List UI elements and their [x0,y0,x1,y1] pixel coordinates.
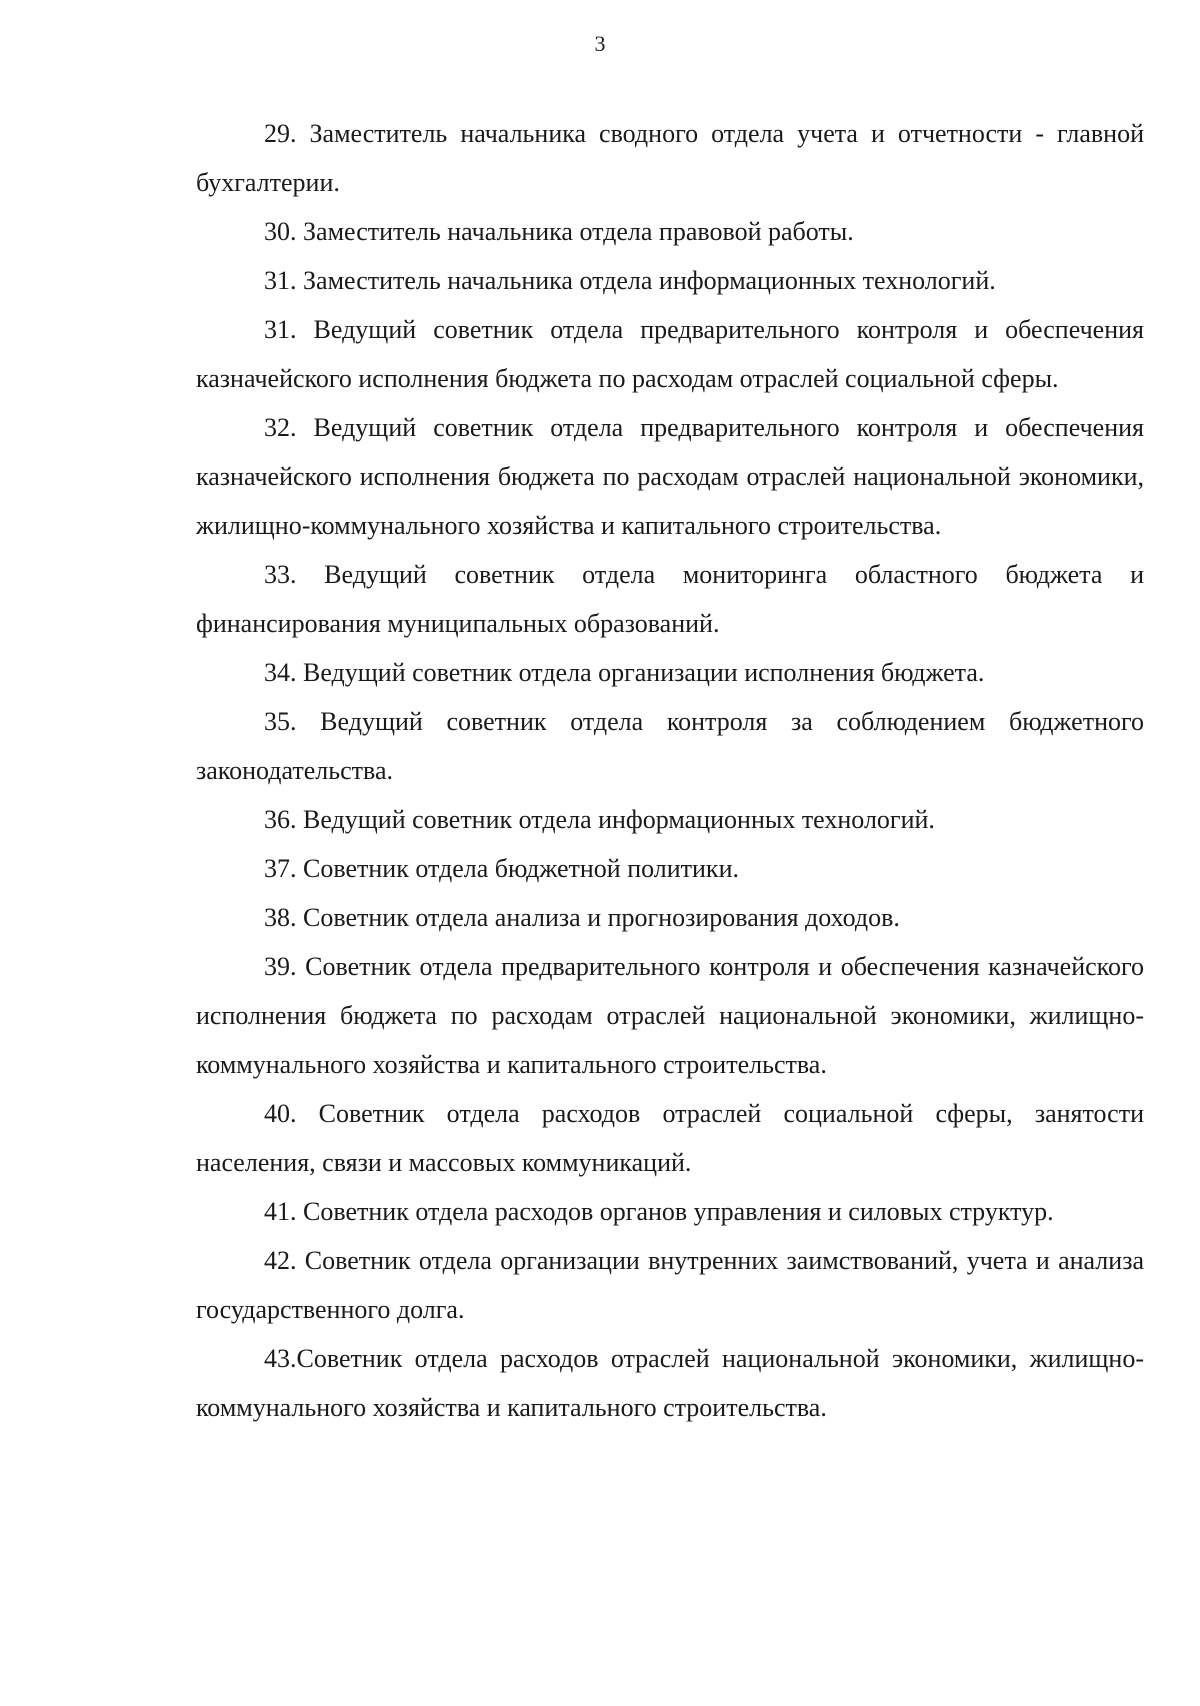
list-item: 30. Заместитель начальника отдела правовой работы. [264,217,854,246]
list-item: 29. Заместитель начальника сводного отдела учета и отчетности - главной бухгалтерии. [196,119,1144,197]
document-body [196,109,1144,1432]
list-item: 33. Ведущий советник отдела мониторинга областного бюджета и финансирования муниципальных образований. [196,560,1144,638]
list-item: 34. Ведущий советник отдела организации исполнения бюджета. [264,658,985,687]
list-item: 42. Советник отдела организации внутренних заимствований, учета и анализа государственного долга. [196,1246,1144,1324]
list-item: 36. Ведущий советник отдела информационных технологий. [264,805,935,834]
list-item: 39. Советник отдела предварительного контроля и обеспечения казначейского исполнения бюджета по расходам отраслей национальной экономики, жилищно-коммунального хозяйства и капитального строительства. [196,952,1144,1079]
list-item: 38. Советник отдела анализа и прогнозирования доходов. [264,903,900,932]
list-item: 40. Советник отдела расходов отраслей социальной сферы, занятости населения, связи и массовых коммуникаций. [196,1099,1144,1177]
list-item: 35. Ведущий советник отдела контроля за соблюдением бюджетного законодательства. [196,707,1144,785]
list-item: 31. Заместитель начальника отдела информационных технологий. [264,266,996,295]
list-item: 37. Советник отдела бюджетной политики. [264,854,739,883]
list-item: 43.Советник отдела расходов отраслей национальной экономики, жилищно-коммунального хозяйства и капитального строительства. [196,1344,1144,1422]
list-item: 32. Ведущий советник отдела предварительного контроля и обеспечения казначейского исполнения бюджета по расходам отраслей национальной экономики, жилищно-коммунального хозяйства и капитального строительства. [196,413,1144,540]
list-item: 31. Ведущий советник отдела предварительного контроля и обеспечения казначейского исполнения бюджета по расходам отраслей социальной сферы. [196,315,1144,393]
page-number: 3 [594,31,606,56]
list-item: 41. Советник отдела расходов органов управления и силовых структур. [264,1197,1054,1226]
